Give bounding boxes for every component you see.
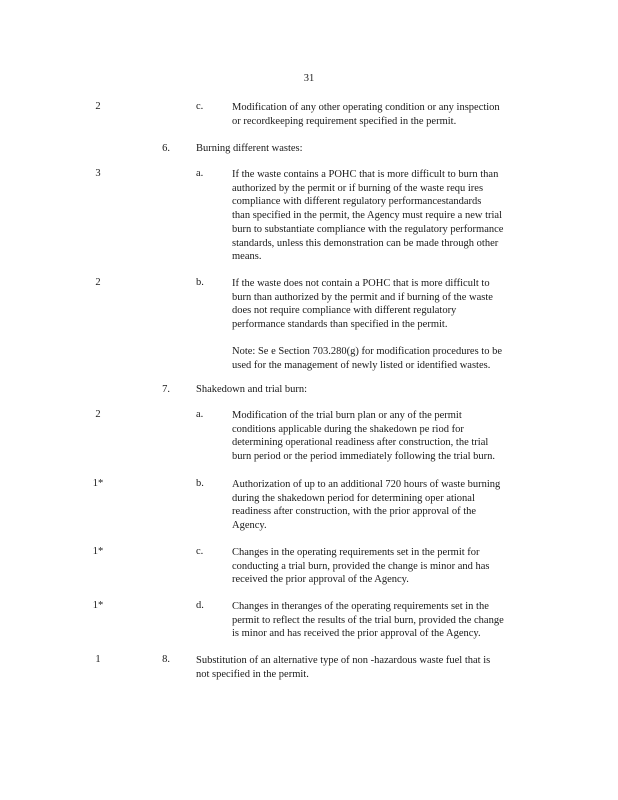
- text-line: burn than authorized by the permit and if burning of the waste: [232, 291, 493, 303]
- text-line: Modification of the trial burn plan or any of the permit: [232, 410, 462, 421]
- text-line: Changes in the operating requirements set in the permit for: [232, 547, 480, 558]
- class-label: 2: [95, 409, 101, 420]
- text-line: or recordkeeping requirement specified in the permit.: [232, 115, 457, 127]
- note-line: used for the management of newly listed or identified wastes.: [232, 359, 491, 371]
- text-line: compliance with different regulatory performancestandards: [232, 196, 482, 208]
- subitem-letter: a.: [196, 168, 204, 179]
- class-label: 1: [95, 654, 101, 665]
- text-line: permit to reflect the results of the trial burn, provided the change: [232, 614, 504, 626]
- class-label: 1*: [92, 478, 104, 489]
- text-line: means.: [232, 251, 262, 263]
- text-line: standards, unless this demonstration can be made through other: [232, 237, 499, 249]
- page-number: 31: [303, 73, 315, 84]
- entry-body: [232, 277, 538, 332]
- text-line: during the shakedown period for determining oper ational: [232, 492, 475, 504]
- item-number: 8.: [162, 654, 170, 665]
- note-line: Note: Se e Section 703.280(g) for modification procedures to be: [232, 346, 503, 357]
- class-label: 2: [95, 277, 101, 288]
- text-line: burn to substantiate compliance with the regulatory performance: [232, 223, 504, 235]
- text-line: If the waste contains a POHC that is more difficult to burn than: [232, 169, 499, 180]
- text-line: determining operational readiness after construction, the trial: [232, 437, 489, 449]
- entry-body: [196, 654, 541, 681]
- text-line: conducting a trial burn, provided the change is minor and has: [232, 560, 490, 572]
- entry-body: [232, 168, 538, 264]
- text-line: is minor and has received the prior approval of the Agency.: [232, 628, 481, 640]
- class-label: 1*: [92, 600, 104, 611]
- text-line: Agency.: [232, 520, 267, 532]
- subitem-letter: b.: [196, 478, 204, 489]
- note-block: [232, 345, 538, 372]
- text-line: performance standards than specified in the permit.: [232, 319, 448, 331]
- entry-body: [232, 546, 538, 587]
- entry-body: [232, 478, 538, 533]
- section-heading: Shakedown and trial burn:: [196, 384, 308, 395]
- text-line: than specified in the permit, the Agency must require a new trial: [232, 210, 502, 222]
- class-label: 3: [95, 168, 101, 179]
- text-line: Authorization of up to an additional 720 hours of waste burning: [232, 479, 501, 490]
- class-label: 1*: [92, 546, 104, 557]
- text-line: Changes in theranges of the operating requirements set in the: [232, 601, 489, 612]
- class-label: 2: [95, 101, 101, 112]
- text-line: authorized by the permit or if burning of the waste requ ires: [232, 182, 484, 194]
- entry-body: [232, 101, 538, 128]
- text-line: Substitution of an alternative type of non -hazardous waste fuel that is: [196, 655, 491, 666]
- text-line: not specified in the permit.: [196, 668, 309, 680]
- text-line: readiness after construction, with the prior approval of the: [232, 506, 477, 518]
- item-number: 6.: [162, 143, 170, 154]
- subitem-letter: a.: [196, 409, 204, 420]
- section-heading: Burning different wastes:: [196, 143, 303, 154]
- subitem-letter: d.: [196, 600, 204, 611]
- subitem-letter: c.: [196, 546, 204, 557]
- text-line: conditions applicable during the shakedown pe riod for: [232, 423, 464, 435]
- text-line: received the prior approval of the Agency.: [232, 574, 409, 586]
- entry-body: [232, 600, 538, 641]
- subitem-letter: c.: [196, 101, 204, 112]
- subitem-letter: b.: [196, 277, 204, 288]
- text-line: Modification of any other operating condition or any inspection: [232, 102, 500, 113]
- text-line: If the waste does not contain a POHC that is more difficult to: [232, 278, 490, 289]
- text-line: does not require compliance with different regulatory: [232, 305, 457, 317]
- entry-body: [232, 409, 538, 464]
- text-line: burn period or the period immediately following the trial burn.: [232, 451, 496, 463]
- item-number: 7.: [162, 384, 170, 395]
